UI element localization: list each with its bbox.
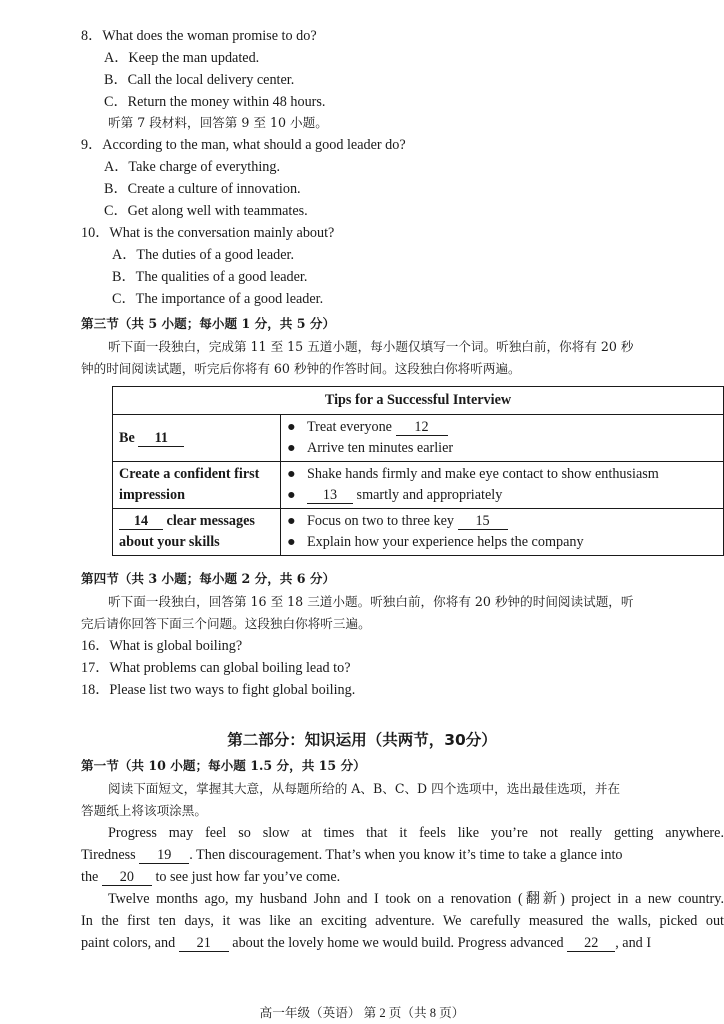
blank-21[interactable]: 21 bbox=[179, 936, 229, 952]
passage-line5: In the first ten days, it was like an exciting adventure. We carefully measured the walls, picked out bbox=[81, 913, 724, 929]
row1-label-text: Be bbox=[119, 429, 135, 446]
section3-instruction-line1: 听下面一段独白，完成第 11 至 15 五道小题，每小题仅填写一个词。听独白前，你将有 20 秒 bbox=[108, 339, 634, 354]
tips-table bbox=[112, 386, 724, 556]
q8-option-c: C．Return the money within 48 hours. bbox=[104, 94, 326, 110]
part2-instruction-line1: 阅读下面短文，掌握其大意，从每题所给的 A、B、C、D 四个选项中，选出最佳选项，并在 bbox=[108, 781, 621, 796]
table-row-content bbox=[281, 415, 724, 462]
section4-instruction-line1: 听下面一段独白，回答第 16 至 18 三道小题。听独白前，你将有 20 秒钟的时间阅读试题，听 bbox=[108, 594, 634, 609]
q10-option-b: B．The qualities of a good leader. bbox=[112, 269, 308, 285]
blank-11[interactable]: 11 bbox=[138, 431, 184, 447]
q17: 17．What problems can global boiling lead to? bbox=[81, 660, 351, 676]
q9-option-c: C．Get along well with teammates. bbox=[104, 203, 308, 219]
bullet-icon: ● bbox=[287, 513, 296, 529]
row3-bullet2-text: Explain how your experience helps the company bbox=[307, 534, 584, 550]
passage-text: . Then discouragement. That’s when you know it’s time to take a glance into bbox=[189, 847, 623, 863]
row1-bullet2-text: Arrive ten minutes earlier bbox=[307, 440, 454, 456]
q9-option-a: A．Take charge of everything. bbox=[104, 159, 281, 175]
table-row-content bbox=[281, 509, 724, 556]
table-row-label bbox=[113, 509, 281, 556]
row2-label-line1: Create a confident first bbox=[119, 466, 260, 482]
q8-option-b: B．Call the local delivery center. bbox=[104, 72, 295, 88]
q10-option-c: C．The importance of a good leader. bbox=[112, 291, 324, 307]
part2-title: 第二部分：知识运用（共两节，30分） bbox=[227, 731, 497, 749]
bullet-icon: ● bbox=[287, 487, 296, 503]
passage-line4: Twelve months ago, my husband John and I took on a renovation (翻新) project in a new country. bbox=[108, 891, 724, 907]
bullet-icon: ● bbox=[287, 419, 296, 435]
q9-option-b: B．Create a culture of innovation. bbox=[104, 181, 301, 197]
table-row bbox=[113, 509, 724, 556]
blank-15[interactable]: 15 bbox=[458, 514, 508, 530]
passage-text: Tiredness bbox=[81, 847, 136, 863]
bullet-icon: ● bbox=[287, 440, 296, 456]
passage-text: , and I bbox=[615, 935, 652, 951]
section4-instruction-line2: 完后请你回答下面三个问题。这段独白你将听三遍。 bbox=[81, 616, 371, 631]
passage-text: about the lovely home we would build. Progress advanced bbox=[232, 935, 564, 951]
q16: 16．What is global boiling? bbox=[81, 638, 243, 654]
blank-13[interactable]: 13 bbox=[307, 488, 353, 504]
passage-line1: Progress may feel so slow at times that it feels like you’re not really getting anywhere. bbox=[108, 825, 724, 841]
passage7-intro: 听第 7 段材料，回答第 9 至 10 小题。 bbox=[108, 115, 328, 130]
row1-bullet1-text: Treat everyone bbox=[307, 419, 392, 435]
passage-text: to see just how far you’ve come. bbox=[155, 869, 341, 885]
blank-22[interactable]: 22 bbox=[567, 936, 615, 952]
blank-14[interactable]: 14 bbox=[119, 514, 163, 530]
passage-line3 bbox=[81, 868, 340, 886]
q9-stem: 9．According to the man, what should a good leader do? bbox=[81, 137, 406, 153]
row3-bullet1-text: Focus on two to three key bbox=[307, 513, 454, 529]
row2-bullet1-text: Shake hands firmly and make eye contact to show enthusiasm bbox=[307, 466, 659, 482]
table-row bbox=[113, 462, 724, 509]
blank-19[interactable]: 19 bbox=[139, 848, 189, 864]
row2-bullet2-text: smartly and appropriately bbox=[356, 487, 503, 503]
passage-text: paint colors, and bbox=[81, 935, 176, 951]
q10-stem: 10．What is the conversation mainly about? bbox=[81, 225, 335, 241]
bullet-icon: ● bbox=[287, 534, 296, 550]
part2-section1-title: 第一节（共 10 小题；每小题 1.5 分，共 15 分） bbox=[81, 758, 366, 773]
blank-12[interactable]: 12 bbox=[396, 420, 448, 436]
table-row-content bbox=[281, 462, 724, 509]
part2-instruction-line2: 答题纸上将该项涂黑。 bbox=[81, 803, 207, 818]
blank-20[interactable]: 20 bbox=[102, 870, 152, 886]
section3-title: 第三节（共 5 小题；每小题 1 分，共 5 分） bbox=[81, 316, 336, 331]
page-footer: 高一年级（英语） 第 2 页（共 8 页） bbox=[259, 1006, 465, 1020]
table-row-label bbox=[113, 462, 281, 509]
table-title: Tips for a Successful Interview bbox=[113, 387, 724, 415]
row3-label-line2: about your skills bbox=[119, 534, 220, 550]
q10-option-a: A．The duties of a good leader. bbox=[112, 247, 295, 263]
passage-text: the bbox=[81, 869, 99, 885]
q8-stem: 8．What does the woman promise to do? bbox=[81, 28, 317, 44]
bullet-icon: ● bbox=[287, 466, 296, 482]
section3-instruction-line2: 钟的时间阅读试题，听完后你将有 60 秒钟的作答时间。这段独白你将听两遍。 bbox=[81, 361, 521, 376]
section4-title: 第四节（共 3 小题；每小题 2 分，共 6 分） bbox=[81, 571, 336, 586]
table-row bbox=[113, 415, 724, 462]
row2-label-line2: impression bbox=[119, 487, 185, 503]
passage-line2 bbox=[81, 846, 623, 864]
row3-label-line1: clear messages bbox=[166, 513, 255, 529]
passage-line6 bbox=[81, 934, 651, 952]
table-row-label bbox=[113, 415, 281, 462]
q8-option-a: A．Keep the man updated. bbox=[104, 50, 260, 66]
q18: 18．Please list two ways to fight global boiling. bbox=[81, 682, 356, 698]
